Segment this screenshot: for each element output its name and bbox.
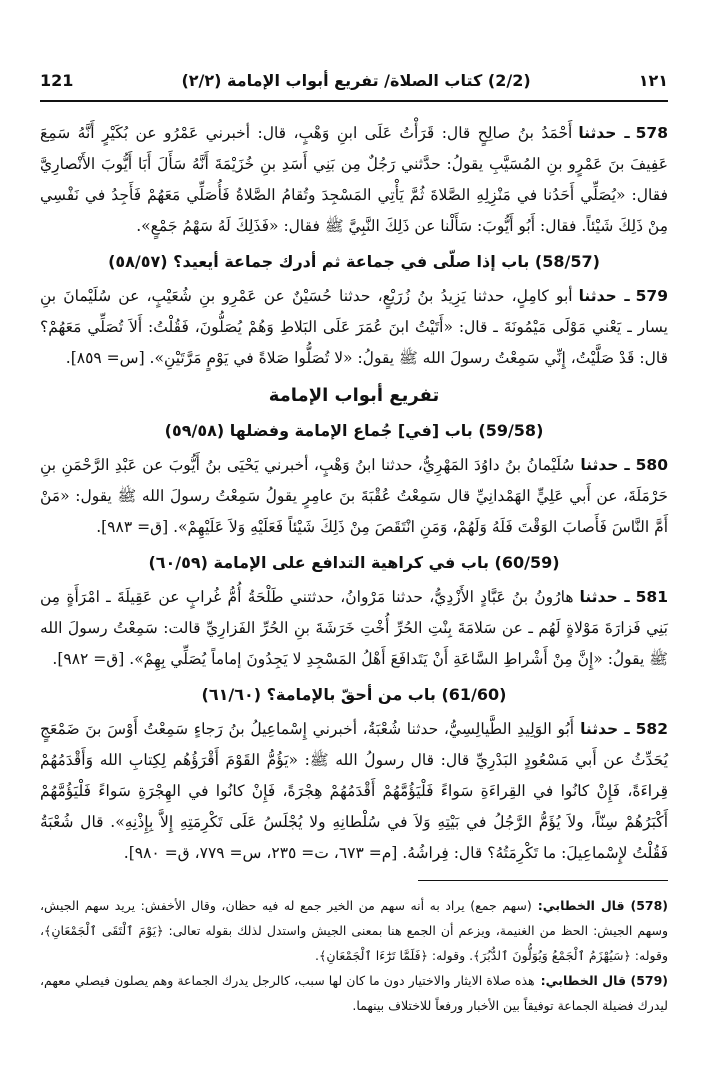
- footnote-label: (579) قال الخطابي:: [540, 973, 668, 988]
- hadith-text: أبو كامِلٍ، حدثنا يَزِيدُ بنُ زُرَيْعٍ، حدثنا حُسَيْنٌ عن عَمْرِو بنِ شُعَيْبٍ، عن سُلَيْمانَ بنِ يسار ـ يَعْني مَوْلَى مَيْمُونَةَ ـ قال: «أَتَيْتُ ابنَ عُمَرَ عَلَى البَلاطِ وَهُمْ يُصَلُّونَ، فَقُلْتُ: أَلاَ تُصَلِّي مَعَهُمْ؟ قال: قَدْ صَلَّيْتُ، إِنِّي سَمِعْتُ رسولَ الله ﷺ يقولُ: «لا تُصَلُّوا صَلاةً في يَوْمٍ مَرَّتَيْنِ». [س= ٨٥٩].: [40, 287, 668, 367]
- footnote-578: [40, 893, 668, 968]
- hadith-text: أَبُو الوَلِيدِ الطَّيالِسِيُّ، حدثنا شُعْبَةُ، أخبرني إِسْماعِيلُ بنُ رَجاءٍ سَمِعْتُ أَوْسَ بنَ ضَمْعَجٍ يُحَدِّثُ عن أَبي مَسْعُودٍ البَدْرِيِّ قال: قال رسولُ الله ﷺ: «يَؤُمُّ القَوْمَ أَقْرَؤُهُم لِكِتابِ الله وَأَقْدَمُهُمْ قِراءَةً، فَإِنْ كانُوا في القِراءَةِ سَواءً فَلْيَؤُمَّهُمْ أَقْدَمُهُمْ هِجْرَةً، فَإِنْ كانُوا في الهِجْرَةِ سَواءً فَلْيَؤُمَّهُمْ أَكْبَرُهُمْ سِنّاً، ولاَ يُؤَمُّ الرَّجُلُ في بَيْتِهِ وَلاَ في سُلْطانِهِ ولا يُجْلَسُ عَلَى تَكْرِمَتِهِ إِلاَّ بِإِذْنِهِ». قال شُعْبَةُ فَقُلْتُ لإِسْماعِيلَ: ما تَكْرِمَتُهُ؟ قال: فِراشُهُ. [م= ٦٧٣، ت= ٢٣٥، س= ٧٧٩، ق= ٩٨٠].: [40, 720, 668, 862]
- hadith-label: ـ حدثنا: [580, 720, 630, 738]
- hadith-number: 580: [635, 456, 668, 474]
- hadith-579: [40, 281, 668, 374]
- hadith-number: 581: [635, 588, 668, 606]
- hadith-text: سُلَيْمانُ بنُ داوُدَ المَهْرِيُّ، حدثنا ابنُ وَهْبٍ، أخبرني يَحْيَى بنُ أَيُّوبَ عن عَبْدِ الرَّحْمَنِ بنِ حَرْمَلَةَ، عن أَبي عَلِيٍّ الهَمْدانِيِّ قال سَمِعْتُ عُقْبَةَ بنَ عامِرٍ يقولُ سَمِعْتُ رسولَ الله ﷺ يقول: «مَنْ أَمَّ النَّاسَ فَأَصابَ الوَقْتَ فَلَهُ وَلَهُمْ، وَمَنِ انْتَقَصَ مِنْ ذَلِكَ شَيْئاً فَعَلَيْهِ وَلاَ عَلَيْهِمْ». [ق= ٩٨٣].: [40, 456, 668, 536]
- hadith-581: [40, 582, 668, 675]
- hadith-label: ـ حدثنا: [578, 287, 630, 305]
- hadith-number: 579: [635, 287, 668, 305]
- footnotes: [40, 893, 668, 1018]
- hadith-label: ـ حدثنا: [578, 124, 630, 142]
- hadith-label: ـ حدثنا: [580, 456, 630, 474]
- page-header: [40, 66, 668, 102]
- hadith-label: ـ حدثنا: [579, 588, 630, 606]
- footnote-579: [40, 968, 668, 1018]
- chapter-heading-60: (61/60) باب من أحقّ بالإمامة؟ (٦١/٦٠): [201, 685, 507, 704]
- page-number-latin: 121: [40, 70, 74, 90]
- main-text: [40, 118, 668, 871]
- page-number-arabic: ١٢١: [638, 70, 668, 90]
- footnote-label: (578) قال الخطابي:: [537, 898, 668, 913]
- footnote-text: (سهم جمع) يراد به أنه سهم من الخير جمع له فيه حظان، وقال الأخفش: يريد سهم الجيش، وسهم الجيش: الحظ من الغنيمة، ويزعم أن الجمع هنا بمعنى الجيش واستدل لذلك بقوله تعالى: ﴿يَوْمَ ٱلْتَقَى ٱلْجَمْعَانِ﴾، وقوله: ﴿سَيُهْزَمُ ٱلْجَمْعُ وَيُوَلُّونَ ٱلدُّبُرَ﴾. وقوله: ﴿فَلَمَّا تَرَٰٓءَا ٱلْجَمْعَانِ﴾.: [40, 898, 668, 963]
- footnote-divider: [418, 880, 668, 881]
- section-title: تفريع أبواب الإمامة: [268, 385, 440, 406]
- chapter-heading-59: (60/59) باب في كراهية التدافع على الإمامة (٦٠/٥٩): [148, 553, 560, 572]
- running-title: (2/2) كتاب الصلاة/ تفريع أبواب الإمامة (٢/٢): [181, 70, 531, 90]
- hadith-582: [40, 714, 668, 869]
- hadith-text: هارُونُ بنُ عَبَّادٍ الأَزْدِيُّ، حدثنا مَرْوانُ، حدثتني طَلْحَةُ أُمُّ غُرابٍ عن عَقِيلَةَ ـ امْرَأَةٍ مِن بَنِي فَزارَةَ مَوْلاةٍ لَهُم ـ عن سَلامَةَ بِنْتِ الحُرِّ أُخْتِ خَرَشَةَ بنِ الحُرِّ الفَزارِيِّ قالت: سَمِعْتُ رسولَ الله ﷺ يقولُ: «إِنَّ مِنْ أَشْراطِ السَّاعَةِ أَنْ يَتَدافَعَ أَهْلُ المَسْجِدِ لا يَجِدُونَ إماماً يُصَلِّي بِهِمْ». [ق= ٩٨٢].: [40, 588, 668, 668]
- hadith-580: [40, 450, 668, 543]
- hadith-578: [40, 118, 668, 242]
- hadith-number: 582: [635, 720, 668, 738]
- footnote-text: هذه صلاة الايثار والاختيار دون ما كان لها سبب، كالرجل يدرك الجماعة وهم يصلون فيصلي معهم، ليدرك فضيلة الجماعة توفيقاً بين الأخبار ورفعاً للاختلاف بينهما.: [40, 973, 668, 1013]
- chapter-heading-58: (59/58) باب [في] جُماع الإمامة وفضلها (٥٩/٥٨): [164, 421, 544, 440]
- chapter-heading-57: (58/57) باب إذا صلّى في جماعة ثم أدرك جماعة أيعيد؟ (٥٨/٥٧): [108, 252, 600, 271]
- hadith-text: أَحْمَدُ بنُ صالِحٍ قال: قَرَأْتُ عَلَى ابنِ وَهْبٍ، قال: أخبرني عَمْرُو عن بُكَيْرٍ أَنَّهُ سَمِعَ عَفِيفَ بنَ عَمْرٍو بنِ المُسَيَّبِ يقولُ: حدَّثني رَجُلٌ مِن بَنِي أَسَدِ بنِ خُزَيْمَةَ أَنَّهُ سَأَلَ أَبَا أَيُّوبَ الأَنْصارِيَّ فقال: «يُصَلِّي أَحَدُنا في مَنْزِلِهِ الصَّلاةَ ثُمَّ يَأْتِي المَسْجِدَ وتُقامُ الصَّلاةُ فَأُصَلِّي مَعَهُمْ فَأَجِدُ في نَفْسِي مِنْ ذَلِكَ شَيْئاً. فقال: أَبُو أَيُّوبَ: سَأَلْنا عن ذَلِكَ النَّبِيَّ ﷺ فقال: «فَذَلِكَ لَهُ سَهْمُ جَمْعٍ».: [40, 124, 668, 235]
- hadith-number: 578: [635, 124, 668, 142]
